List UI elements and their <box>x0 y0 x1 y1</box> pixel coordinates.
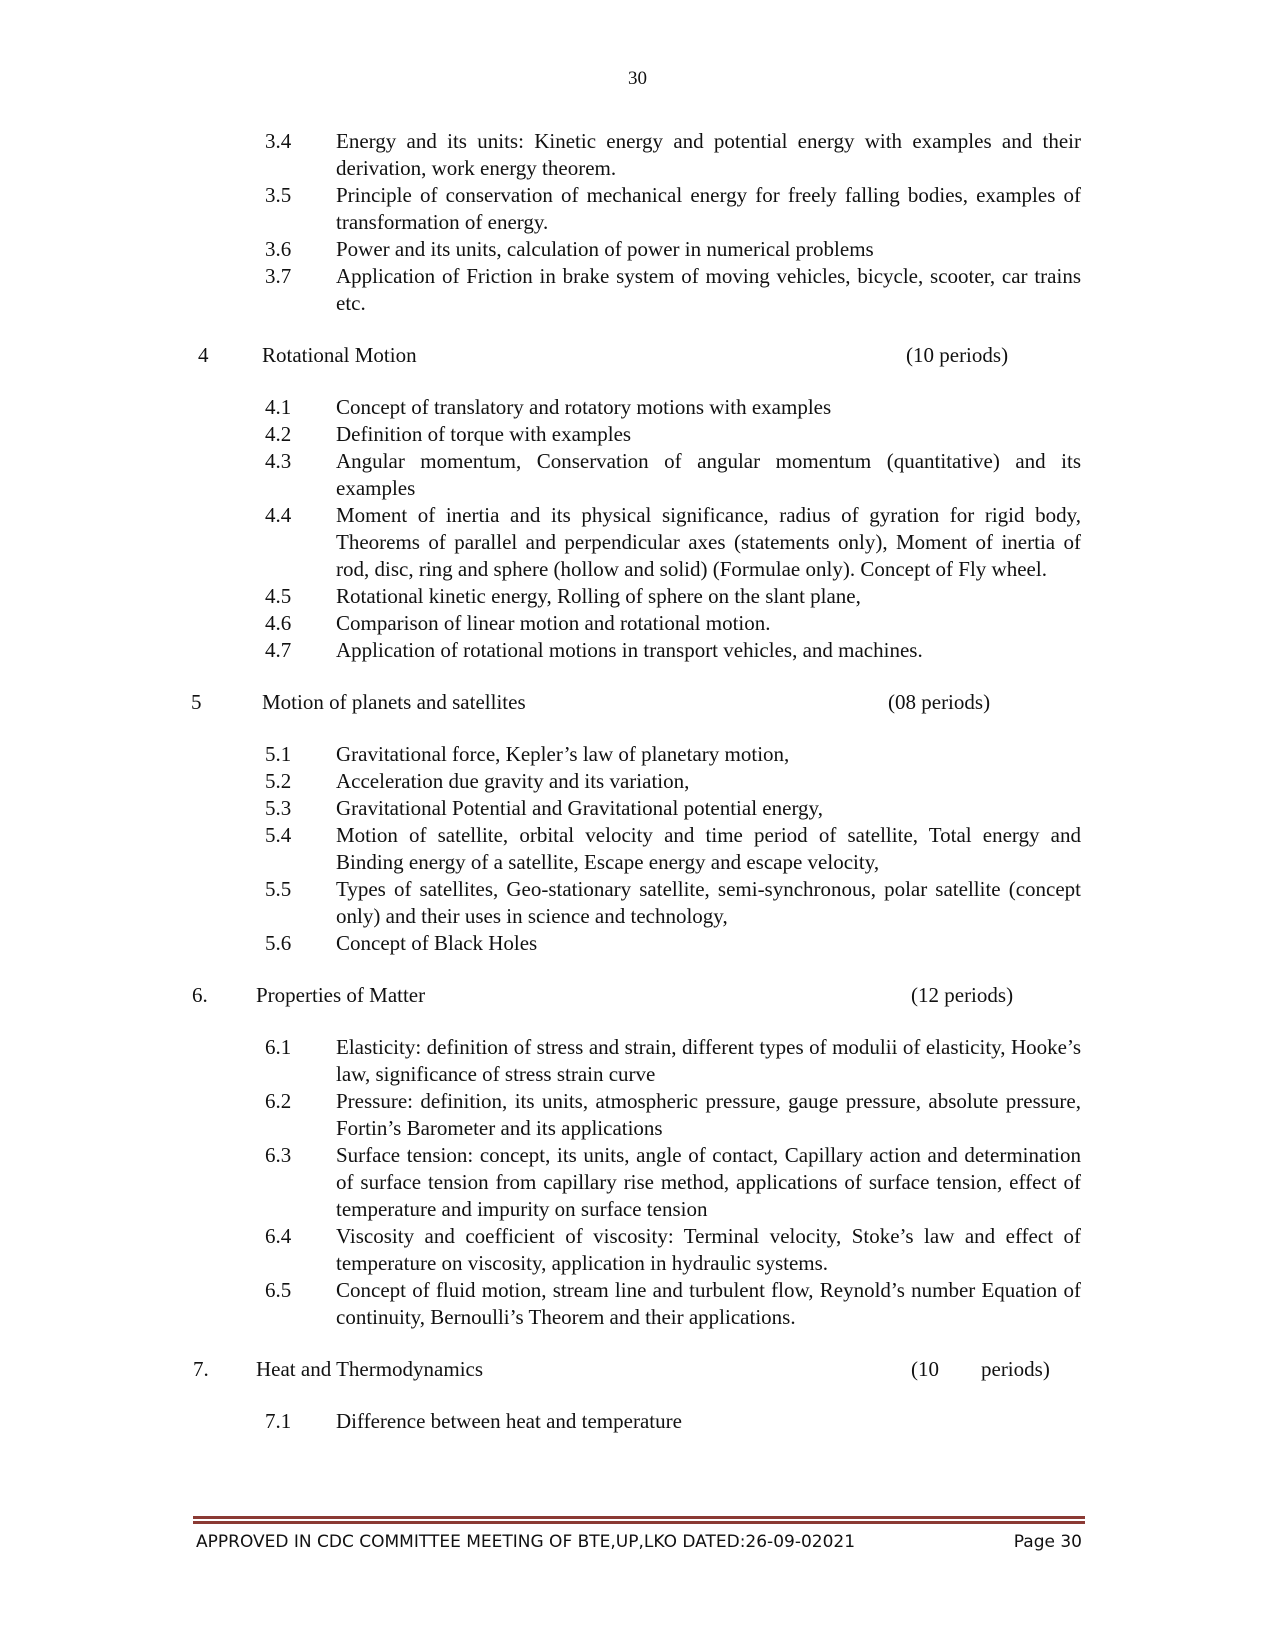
item-number: 5.1 <box>265 742 292 766</box>
item-text: Pressure: definition, its units, atmospheric pressure, gauge pressure, absolute pressure, Fortin’s Barometer and its applications <box>336 1089 1081 1140</box>
item-number: 4.2 <box>265 422 292 446</box>
syllabus-item <box>0 768 1275 795</box>
syllabus-item <box>0 1408 1275 1435</box>
item-number: 5.4 <box>265 823 292 847</box>
item-number: 5.5 <box>265 877 292 901</box>
item-number: 6.1 <box>265 1035 292 1059</box>
item-text: Types of satellites, Geo-stationary satellite, semi-synchronous, polar satellite (concept only) and their uses in science and technology, <box>336 877 1081 928</box>
item-text: Gravitational force, Kepler’s law of planetary motion, <box>336 742 790 766</box>
section-number: 4 <box>198 343 209 367</box>
item-text: Acceleration due gravity and its variation, <box>336 769 690 793</box>
item-text: Motion of satellite, orbital velocity and time period of satellite, Total energy and Binding energy of a satellite, Escape energy and escape velocity, <box>336 823 1081 874</box>
item-number: 7.1 <box>265 1409 292 1433</box>
item-number: 6.5 <box>265 1278 292 1302</box>
syllabus-item <box>0 1034 1275 1088</box>
syllabus-item <box>0 822 1275 876</box>
item-text: Elasticity: definition of stress and strain, different types of modulii of elasticity, Hooke’s law, significance of stress strain curve <box>336 1035 1081 1086</box>
syllabus-item <box>0 236 1275 263</box>
syllabus-item <box>0 876 1275 930</box>
item-number: 5.2 <box>265 769 292 793</box>
syllabus-content <box>0 128 1275 1435</box>
item-number: 3.7 <box>265 264 292 288</box>
syllabus-item <box>0 1142 1275 1223</box>
item-text: Principle of conservation of mechanical energy for freely falling bodies, examples of transformation of energy. <box>336 183 1081 234</box>
section-title: Heat and Thermodynamics <box>256 1357 484 1381</box>
item-text: Concept of fluid motion, stream line and turbulent flow, Reynold’s number Equation of continuity, Bernoulli’s Theorem and their applications. <box>336 1278 1081 1329</box>
section-number: 5 <box>191 690 202 714</box>
item-text: Moment of inertia and its physical significance, radius of gyration for rigid body, Theorems of parallel and perpendicular axes (statements only), Moment of inertia of rod, disc, ring and sphere (hollow and solid) (Formulae only). Concept of Fly wheel. <box>336 503 1081 581</box>
item-text: Application of Friction in brake system of moving vehicles, bicycle, scooter, car trains etc. <box>336 264 1081 315</box>
syllabus-item <box>0 1088 1275 1142</box>
item-number: 3.4 <box>265 129 292 153</box>
item-text: Definition of torque with examples <box>336 422 632 446</box>
item-number: 6.4 <box>265 1224 292 1248</box>
section-heading <box>0 689 1275 716</box>
item-text: Angular momentum, Conservation of angular momentum (quantitative) and its examples <box>336 449 1081 500</box>
section-periods: (10 periods) <box>911 1357 1050 1381</box>
syllabus-item <box>0 1277 1275 1331</box>
syllabus-item <box>0 502 1275 583</box>
item-number: 3.5 <box>265 183 292 207</box>
page-number: 30 <box>628 68 647 89</box>
section-periods: (10 periods) <box>906 343 1009 367</box>
item-number: 6.2 <box>265 1089 292 1113</box>
syllabus-item <box>0 795 1275 822</box>
section-periods: (08 periods) <box>888 690 991 714</box>
item-text: Rotational kinetic energy, Rolling of sphere on the slant plane, <box>336 584 861 608</box>
item-number: 4.5 <box>265 584 292 608</box>
item-text: Power and its units, calculation of power in numerical problems <box>336 237 874 261</box>
item-text: Comparison of linear motion and rotational motion. <box>336 611 771 635</box>
section-heading <box>0 342 1275 369</box>
item-text: Surface tension: concept, its units, angle of contact, Capillary action and determination of surface tension from capillary rise method, applications of surface tension, effect of temperature and impurity on surface tension <box>336 1143 1081 1221</box>
syllabus-item <box>0 637 1275 664</box>
section-periods: (12 periods) <box>911 983 1014 1007</box>
syllabus-item <box>0 610 1275 637</box>
syllabus-item <box>0 128 1275 182</box>
syllabus-item <box>0 1223 1275 1277</box>
footer-rule <box>193 1516 1085 1524</box>
section-title: Motion of planets and satellites <box>262 690 526 714</box>
syllabus-item <box>0 182 1275 236</box>
item-text: Energy and its units: Kinetic energy and potential energy with examples and their derivation, work energy theorem. <box>336 129 1081 180</box>
item-number: 5.6 <box>265 931 292 955</box>
syllabus-item <box>0 448 1275 502</box>
item-number: 3.6 <box>265 237 292 261</box>
item-text: Application of rotational motions in transport vehicles, and machines. <box>336 638 923 662</box>
section-title: Rotational Motion <box>262 343 417 367</box>
syllabus-item <box>0 421 1275 448</box>
section-heading <box>0 1356 1275 1383</box>
footer-page-label: Page 30 <box>1013 1532 1082 1552</box>
item-text: Gravitational Potential and Gravitational potential energy, <box>336 796 823 820</box>
item-number: 4.1 <box>265 395 292 419</box>
section-number: 7. <box>193 1357 209 1381</box>
section-heading <box>0 982 1275 1009</box>
item-number: 4.6 <box>265 611 292 635</box>
section-number: 6. <box>192 983 208 1007</box>
item-number: 5.3 <box>265 796 292 820</box>
item-number: 6.3 <box>265 1143 292 1167</box>
item-text: Difference between heat and temperature <box>336 1409 682 1433</box>
item-number: 4.7 <box>265 638 292 662</box>
item-text: Concept of Black Holes <box>336 931 538 955</box>
item-text: Concept of translatory and rotatory motions with examples <box>336 395 832 419</box>
syllabus-item <box>0 741 1275 768</box>
syllabus-item <box>0 394 1275 421</box>
syllabus-item <box>0 930 1275 957</box>
syllabus-item <box>0 583 1275 610</box>
syllabus-item <box>0 263 1275 317</box>
approval-note: APPROVED IN CDC COMMITTEE MEETING OF BTE,UP,LKO DATED:26-09-02021 <box>196 1532 856 1552</box>
syllabus-list <box>0 128 1275 1435</box>
item-number: 4.4 <box>265 503 292 527</box>
item-number: 4.3 <box>265 449 292 473</box>
section-title: Properties of Matter <box>256 983 426 1007</box>
item-text: Viscosity and coefficient of viscosity: Terminal velocity, Stoke’s law and effect of temperature on viscosity, application in hydraulic systems. <box>336 1224 1081 1275</box>
